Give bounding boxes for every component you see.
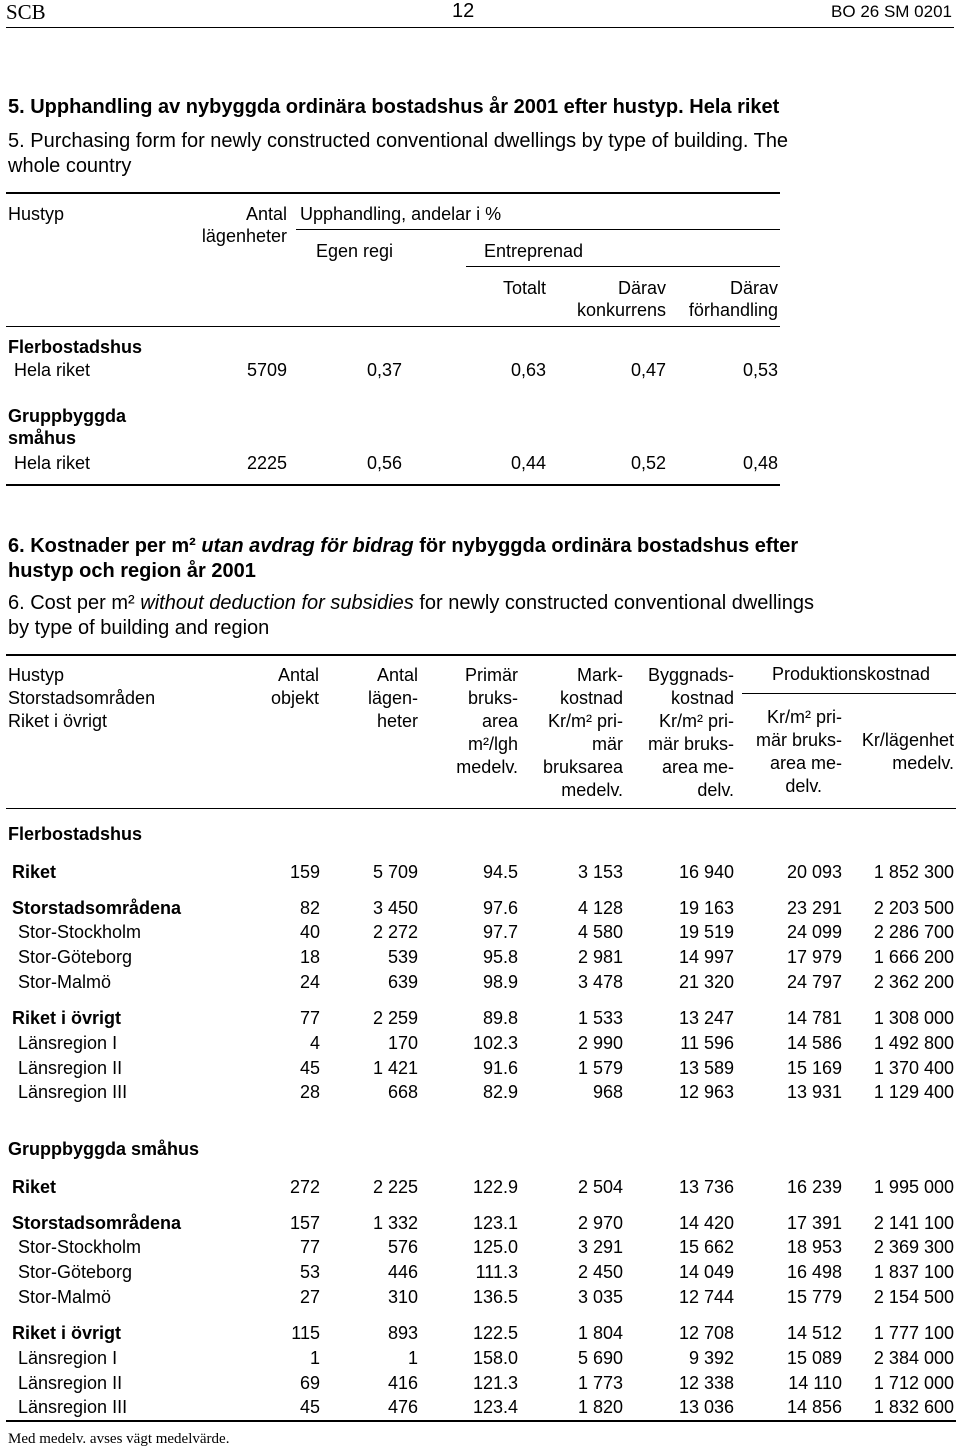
table6-cell-byggnadskostnad: 21 320 (678, 972, 734, 992)
table6-cell-prod-kr-m2: 24 099 (786, 922, 842, 942)
table6-cell-prod-kr-m2: 14 781 (786, 1008, 842, 1028)
table6-cell-prod-kr-m2: 13 931 (786, 1082, 842, 1102)
table6-cell-antal-objekt: 157 (289, 1213, 320, 1233)
table5-title-en-cont: whole country (8, 155, 132, 177)
table6-cell-markkostnad: 1 533 (577, 1008, 623, 1028)
table6-cell-antal-objekt: 28 (299, 1082, 320, 1102)
table6-cell-primar-area: 123.4 (472, 1397, 518, 1417)
header-line: bruks- (467, 688, 518, 708)
table5-cell-antal: 2225 (246, 453, 287, 473)
table6-row-label: Riket i övrigt (12, 1323, 122, 1343)
header-line: mär bruks- (647, 734, 734, 754)
header-rule (6, 27, 954, 28)
table6-cell-markkostnad: 1 820 (577, 1397, 623, 1417)
table6-row-label: Länsregion II (18, 1373, 123, 1393)
table6-cell-markkostnad: 3 478 (577, 972, 623, 992)
table6-cell-prod-kr-lgh: 2 286 700 (873, 922, 954, 942)
table6-cell-byggnadskostnad: 12 963 (678, 1082, 734, 1102)
table5-row-label: Hela riket (14, 453, 91, 473)
table6-cell-markkostnad: 2 504 (577, 1177, 623, 1197)
table6-cell-prod-kr-m2: 14 586 (786, 1033, 842, 1053)
table6-cell-primar-area: 122.5 (472, 1323, 518, 1343)
table6-cell-antal-objekt: 40 (299, 922, 320, 942)
header-line: Storstadsområden (8, 688, 156, 708)
table6-cell-byggnadskostnad: 13 736 (678, 1177, 734, 1197)
table6-cell-prod-kr-lgh: 1 777 100 (873, 1323, 954, 1343)
table5-title-sv: 5. Upphandling av nybyggda ordinära bostadshus år 2001 efter hustyp. Hela riket (8, 96, 780, 118)
table6-cell-antal-objekt: 45 (299, 1058, 320, 1078)
table6-cell-antal-lagenheter: 310 (387, 1287, 418, 1307)
table6-cell-primar-area: 122.9 (472, 1177, 518, 1197)
table6-cell-prod-kr-m2: 17 979 (786, 947, 842, 967)
table6-cell-byggnadskostnad: 19 519 (678, 922, 734, 942)
table5-rule-entreprenad (466, 266, 780, 267)
table6-cell-markkostnad: 4 580 (577, 922, 623, 942)
table6-rule-produktion (742, 693, 956, 694)
table6-title-sv-pre: 6. Kostnader per m² (8, 535, 202, 557)
table6-top-rule (6, 654, 956, 656)
table6-header-antal-lagenheter (340, 664, 418, 733)
table6-row-label: Stor-Göteborg (18, 947, 133, 967)
table5-cell-konkurrens: 0,47 (630, 360, 666, 380)
table5-cell-egen-regi: 0,56 (366, 453, 402, 473)
table6-title-en (8, 592, 814, 615)
table6-cell-prod-kr-lgh: 1 995 000 (873, 1177, 954, 1197)
header-line: m²/lgh (467, 734, 518, 754)
table6-cell-prod-kr-m2: 15 779 (786, 1287, 842, 1307)
table6-cell-prod-kr-lgh: 1 492 800 (873, 1033, 954, 1053)
table6-cell-byggnadskostnad: 15 662 (678, 1237, 734, 1257)
table6-cell-markkostnad: 3 153 (577, 862, 623, 882)
table6-cell-prod-kr-lgh: 1 712 000 (873, 1373, 954, 1393)
table5-header-entreprenad: Entreprenad (484, 241, 584, 261)
table6-cell-antal-objekt: 1 (309, 1348, 320, 1368)
header-line: Mark- (577, 665, 623, 685)
table6-cell-primar-area: 136.5 (472, 1287, 518, 1307)
table6-section-title: Gruppbyggda småhus (8, 1139, 200, 1159)
table6-cell-primar-area: 121.3 (472, 1373, 518, 1393)
table6-header-mark (525, 664, 623, 802)
table6-section-title: Flerbostadshus (8, 824, 143, 844)
table6-header-prod-lgh (846, 729, 954, 775)
table6-row-label: Riket (12, 1177, 57, 1197)
table6-row-label: Stor-Stockholm (18, 1237, 142, 1257)
header-line: lägen- (367, 688, 418, 708)
header-line: area (481, 711, 518, 731)
table5-cell-forhandling: 0,48 (742, 453, 778, 473)
header-line: delv. (785, 776, 822, 796)
table6-cell-antal-lagenheter: 539 (387, 947, 418, 967)
table6-cell-antal-objekt: 159 (289, 862, 320, 882)
header-line: kostnad (670, 688, 734, 708)
table6-cell-prod-kr-m2: 24 797 (786, 972, 842, 992)
table6-cell-antal-objekt: 82 (299, 898, 320, 918)
table6-cell-antal-lagenheter: 170 (387, 1033, 418, 1053)
table6-cell-antal-lagenheter: 668 (387, 1082, 418, 1102)
table6-cell-byggnadskostnad: 12 744 (678, 1287, 734, 1307)
table6-cell-primar-area: 95.8 (482, 947, 518, 967)
table6-cell-primar-area: 102.3 (472, 1033, 518, 1053)
header-line: mär (592, 734, 623, 754)
table5-cell-egen-regi: 0,37 (366, 360, 402, 380)
table5-header-rule (6, 326, 780, 327)
table5-header-totalt: Totalt (502, 278, 546, 298)
table6-row-label: Länsregion II (18, 1058, 123, 1078)
table5-group-flerbostadshus: Flerbostadshus (8, 337, 143, 357)
table6-cell-antal-objekt: 24 (299, 972, 320, 992)
table6-cell-byggnadskostnad: 13 036 (678, 1397, 734, 1417)
table6-row-label: Storstadsområdena (12, 1213, 182, 1233)
header-line: Riket i övrigt (8, 711, 108, 731)
table6-cell-prod-kr-m2: 14 856 (786, 1397, 842, 1417)
table6-cell-antal-lagenheter: 1 (407, 1348, 418, 1368)
table6-cell-byggnadskostnad: 14 997 (678, 947, 734, 967)
table6-cell-markkostnad: 2 970 (577, 1213, 623, 1233)
table6-cell-antal-lagenheter: 576 (387, 1237, 418, 1257)
header-line: Kr/m² pri- (767, 707, 842, 727)
table6-cell-markkostnad: 1 773 (577, 1373, 623, 1393)
footnote: Med medelv. avses vägt medelvärde. (8, 1431, 230, 1447)
table6-cell-prod-kr-m2: 23 291 (786, 898, 842, 918)
header-line: heter (376, 711, 418, 731)
table6-cell-antal-objekt: 115 (291, 1323, 320, 1343)
table6-cell-markkostnad: 3 291 (577, 1237, 623, 1257)
table6-cell-prod-kr-lgh: 1 666 200 (873, 947, 954, 967)
page-number: 12 (452, 0, 475, 22)
header-line: Hustyp (8, 665, 65, 685)
table6-cell-antal-lagenheter: 5 709 (372, 862, 418, 882)
table6-cell-prod-kr-m2: 15 089 (786, 1348, 842, 1368)
table6-cell-antal-objekt: 45 (299, 1397, 320, 1417)
header-line: medelv. (561, 780, 623, 800)
table6-cell-antal-objekt: 77 (299, 1237, 320, 1257)
table6-cell-antal-lagenheter: 416 (387, 1373, 418, 1393)
table6-cell-prod-kr-lgh: 2 362 200 (873, 972, 954, 992)
table6-cell-prod-kr-lgh: 1 837 100 (873, 1262, 954, 1282)
table6-cell-antal-objekt: 53 (299, 1262, 320, 1282)
table6-cell-byggnadskostnad: 14 420 (678, 1213, 734, 1233)
table6-cell-antal-lagenheter: 1 332 (372, 1213, 418, 1233)
table5-title-en: 5. Purchasing form for newly constructed conventional dwellings by type of building. The (8, 130, 789, 152)
table5-header-lagenheter: lägenheter (201, 226, 287, 246)
header-line: Kr/m² pri- (659, 711, 734, 731)
table6-cell-prod-kr-lgh: 2 154 500 (873, 1287, 954, 1307)
table6-cell-markkostnad: 2 450 (577, 1262, 623, 1282)
table5-cell-forhandling: 0,53 (742, 360, 778, 380)
table6-cell-markkostnad: 968 (592, 1082, 623, 1102)
table6-cell-primar-area: 123.1 (472, 1213, 518, 1233)
table6-cell-markkostnad: 3 035 (577, 1287, 623, 1307)
table6-cell-byggnadskostnad: 14 049 (678, 1262, 734, 1282)
table5-header-hustyp: Hustyp (8, 204, 65, 224)
header-line: Antal (376, 665, 418, 685)
header-line: area me- (661, 757, 734, 777)
table6-cell-primar-area: 97.7 (482, 922, 518, 942)
table6-row-label: Stor-Göteborg (18, 1262, 133, 1282)
table5-bottom-rule (6, 484, 780, 486)
table6-cell-antal-lagenheter: 893 (387, 1323, 418, 1343)
header-line: Antal (277, 665, 319, 685)
table5-group-gruppbyggda: Gruppbyggda (8, 406, 126, 426)
table6-row-label: Länsregion III (18, 1082, 128, 1102)
table5-top-rule (6, 192, 780, 194)
table6-cell-prod-kr-lgh: 1 308 000 (873, 1008, 954, 1028)
table6-cell-byggnadskostnad: 12 338 (678, 1373, 734, 1393)
table6-cell-prod-kr-lgh: 1 852 300 (873, 862, 954, 882)
table6-cell-antal-lagenheter: 2 225 (372, 1177, 418, 1197)
table6-cell-antal-lagenheter: 3 450 (372, 898, 418, 918)
table6-row-label: Riket (12, 862, 57, 882)
table5-row-label: Hela riket (14, 360, 91, 380)
table6-cell-byggnadskostnad: 19 163 (678, 898, 734, 918)
table6-bottom-rule (6, 1420, 956, 1422)
table6-cell-antal-lagenheter: 1 421 (372, 1058, 418, 1078)
table6-cell-antal-objekt: 27 (299, 1287, 320, 1307)
table5-rule-upphandling (296, 229, 780, 230)
table6-cell-antal-lagenheter: 476 (387, 1397, 418, 1417)
table6-header-hustyp (8, 664, 155, 733)
table6-header-produktionskostnad: Produktionskostnad (771, 664, 931, 684)
table6-cell-primar-area: 111.3 (475, 1262, 518, 1282)
table6-title-en-pre: 6. Cost per m² (8, 592, 141, 614)
header-line: objekt (270, 688, 319, 708)
table6-row-label: Länsregion I (18, 1033, 118, 1053)
header-line: Kr/lägenhet (861, 730, 954, 750)
table6-cell-prod-kr-m2: 17 391 (786, 1213, 842, 1233)
header-line: area me- (769, 753, 842, 773)
table6-cell-byggnadskostnad: 9 392 (688, 1348, 734, 1368)
header-line: Kr/m² pri- (548, 711, 623, 731)
table6-cell-antal-objekt: 69 (299, 1373, 320, 1393)
table6-cell-prod-kr-lgh: 2 203 500 (873, 898, 954, 918)
table6-cell-prod-kr-lgh: 1 370 400 (873, 1058, 954, 1078)
table6-cell-markkostnad: 5 690 (577, 1348, 623, 1368)
table5-header-darav-1: Därav (617, 278, 666, 298)
header-left: SCB (6, 0, 46, 24)
header-line: kostnad (559, 688, 623, 708)
header-line: delv. (697, 780, 734, 800)
header-right: BO 26 SM 0201 (831, 2, 952, 21)
table6-cell-primar-area: 97.6 (482, 898, 518, 918)
table6-cell-markkostnad: 2 981 (577, 947, 623, 967)
table6-cell-antal-lagenheter: 639 (387, 972, 418, 992)
table6-cell-primar-area: 94.5 (482, 862, 518, 882)
table6-title-sv-post: för nybyggda ordinära bostadshus efter (413, 535, 799, 557)
table6-header-byggnad (632, 664, 734, 802)
table5-header-konkurrens: konkurrens (576, 300, 666, 320)
table6-cell-prod-kr-m2: 15 169 (786, 1058, 842, 1078)
table6-cell-prod-kr-lgh: 2 369 300 (873, 1237, 954, 1257)
table5-header-forhandling: förhandling (688, 300, 778, 320)
table6-cell-prod-kr-m2: 14 110 (788, 1373, 842, 1393)
table6-cell-antal-objekt: 18 (299, 947, 320, 967)
table6-cell-markkostnad: 2 990 (577, 1033, 623, 1053)
table6-header-antal-objekt (262, 664, 332, 710)
table5-header-antal: Antal (245, 204, 287, 224)
table6-header-primar (430, 664, 518, 779)
table6-cell-prod-kr-lgh: 2 141 100 (873, 1213, 954, 1233)
table6-row-label: Riket i övrigt (12, 1008, 122, 1028)
table6-cell-prod-kr-lgh: 1 129 400 (873, 1082, 954, 1102)
table6-cell-primar-area: 82.9 (482, 1082, 518, 1102)
table6-header-prod-m2 (742, 706, 842, 798)
table6-title-sv (8, 535, 798, 558)
table5-cell-konkurrens: 0,52 (630, 453, 666, 473)
table6-row-label: Stor-Stockholm (18, 922, 142, 942)
table6-cell-antal-lagenheter: 2 259 (372, 1008, 418, 1028)
header-line: bruksarea (542, 757, 623, 777)
table6-title-sv-italic: utan avdrag för bidrag (201, 535, 414, 557)
table6-cell-antal-lagenheter: 446 (387, 1262, 418, 1282)
table6-title-en-cont: by type of building and region (8, 617, 270, 639)
table6-cell-prod-kr-m2: 18 953 (786, 1237, 842, 1257)
table6-cell-byggnadskostnad: 11 596 (680, 1033, 734, 1053)
table6-cell-markkostnad: 1 579 (577, 1058, 623, 1078)
table6-cell-prod-kr-m2: 16 498 (786, 1262, 842, 1282)
table6-row-label: Stor-Malmö (18, 1287, 112, 1307)
table5-cell-totalt: 0,44 (510, 453, 546, 473)
table6-row-label: Länsregion I (18, 1348, 118, 1368)
table6-cell-prod-kr-m2: 16 239 (786, 1177, 842, 1197)
table5-cell-totalt: 0,63 (510, 360, 546, 380)
table6-cell-byggnadskostnad: 12 708 (678, 1323, 734, 1343)
table5-cell-antal: 5709 (246, 360, 287, 380)
table5-header-egen-regi: Egen regi (316, 241, 394, 261)
table6-cell-primar-area: 158.0 (472, 1348, 518, 1368)
table6-cell-markkostnad: 1 804 (577, 1323, 623, 1343)
table6-cell-prod-kr-m2: 20 093 (786, 862, 842, 882)
table6-cell-prod-kr-lgh: 1 832 600 (873, 1397, 954, 1417)
table6-cell-primar-area: 91.6 (482, 1058, 518, 1078)
table6-cell-markkostnad: 4 128 (577, 898, 623, 918)
table6-row-label: Stor-Malmö (18, 972, 112, 992)
table6-cell-antal-lagenheter: 2 272 (372, 922, 418, 942)
table6-cell-primar-area: 98.9 (482, 972, 518, 992)
table6-cell-primar-area: 89.8 (482, 1008, 518, 1028)
table6-row-label: Länsregion III (18, 1397, 128, 1417)
table6-cell-byggnadskostnad: 13 247 (678, 1008, 734, 1028)
table6-row-label: Storstadsområdena (12, 898, 182, 918)
header-line: medelv. (892, 753, 954, 773)
table6-cell-prod-kr-lgh: 2 384 000 (873, 1348, 954, 1368)
table6-cell-byggnadskostnad: 13 589 (678, 1058, 734, 1078)
header-line: medelv. (456, 757, 518, 777)
table6-title-en-italic: without deduction for subsidies (140, 592, 414, 614)
header-line: Byggnads- (647, 665, 734, 685)
table6-cell-byggnadskostnad: 16 940 (678, 862, 734, 882)
header-line: mär bruks- (755, 730, 842, 750)
table5-header-darav-2: Därav (729, 278, 778, 298)
table5-group-smahus: småhus (8, 428, 77, 448)
table6-cell-primar-area: 125.0 (472, 1237, 518, 1257)
table6-cell-antal-objekt: 4 (309, 1033, 320, 1053)
table6-cell-antal-objekt: 272 (289, 1177, 320, 1197)
table5-header-upphandling: Upphandling, andelar i % (300, 204, 502, 224)
table6-cell-antal-objekt: 77 (299, 1008, 320, 1028)
table6-title-sv-cont: hustyp och region år 2001 (8, 560, 256, 582)
table6-header-rule (6, 808, 956, 809)
table6-cell-prod-kr-m2: 14 512 (786, 1323, 842, 1343)
header-line: Primär (465, 665, 518, 685)
table6-title-en-post: for newly constructed conventional dwellings (413, 592, 814, 614)
